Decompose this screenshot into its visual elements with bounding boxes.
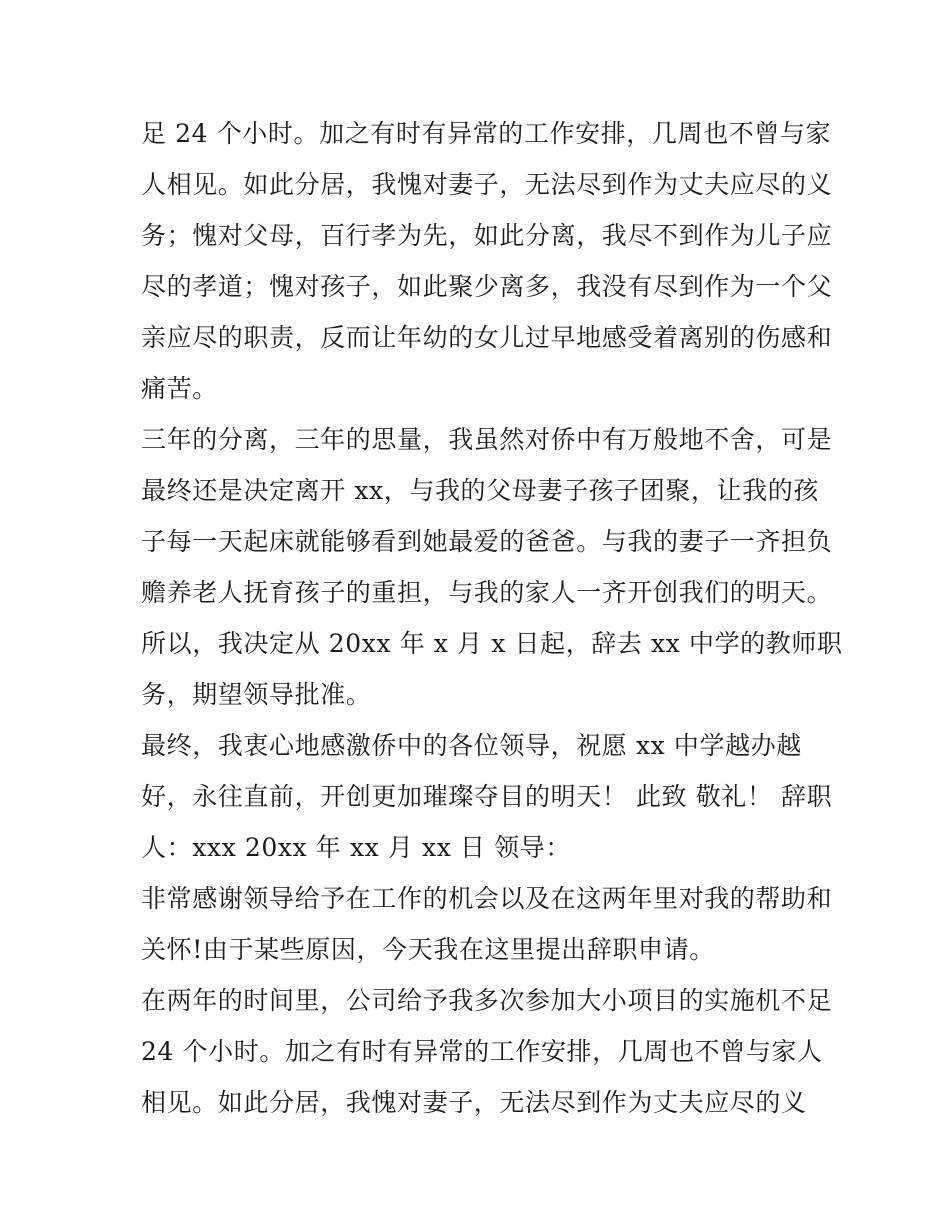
text-line: 人相见。如此分居，我愧对妻子，无法尽到作为丈夫应尽的义 (141, 170, 833, 199)
text-line: 最终还是决定离开 xx，与我的父母妻子孩子团聚，让我的孩 (141, 476, 819, 505)
document-body (141, 108, 843, 1128)
text-line: 亲应尽的职责，反而让年幼的女儿过早地感受着离别的伤感和 (141, 323, 833, 352)
text-line: 务，期望领导批准。 (141, 680, 372, 709)
text-line: 24 个小时。加之有时有异常的工作安排，几周也不曾与家人 (141, 1037, 823, 1066)
text-line: 最终，我衷心地感激侨中的各位领导，祝愿 xx 中学越办越 (141, 731, 802, 760)
text-line: 子每一天起床就能够看到她最爱的爸爸。与我的妻子一齐担负 (141, 527, 833, 556)
text-line: 人：xxx 20xx 年 xx 月 xx 日 领导： (141, 833, 571, 862)
text-line: 好，永往直前，开创更加璀璨夺目的明天！ 此致 敬礼！ 辞职 (141, 782, 833, 811)
text-line: 尽的孝道；愧对孩子，如此聚少离多，我没有尽到作为一个父 (141, 272, 833, 301)
text-line: 相见。如此分居，我愧对妻子，无法尽到作为丈夫应尽的义 (141, 1088, 807, 1117)
text-line: 所以，我决定从 20xx 年 x 月 x 日起，辞去 xx 中学的教师职 (141, 629, 843, 658)
text-line: 在两年的时间里，公司给予我多次参加大小项目的实施机不足 (141, 986, 833, 1015)
text-line: 非常感谢领导给予在工作的机会以及在这两年里对我的帮助和 (141, 884, 833, 913)
text-line: 痛苦。 (141, 374, 218, 403)
text-line: 三年的分离，三年的思量，我虽然对侨中有万般地不舍，可是 (141, 425, 833, 454)
text-line: 足 24 个小时。加之有时有异常的工作安排，几周也不曾与家 (141, 119, 832, 148)
text-line: 关怀!由于某些原因，今天我在这里提出辞职申请。 (141, 935, 715, 964)
text-line: 务；愧对父母，百行孝为先，如此分离，我尽不到作为儿子应 (141, 221, 833, 250)
text-line: 赡养老人抚育孩子的重担，与我的家人一齐开创我们的明天。 (141, 578, 833, 607)
